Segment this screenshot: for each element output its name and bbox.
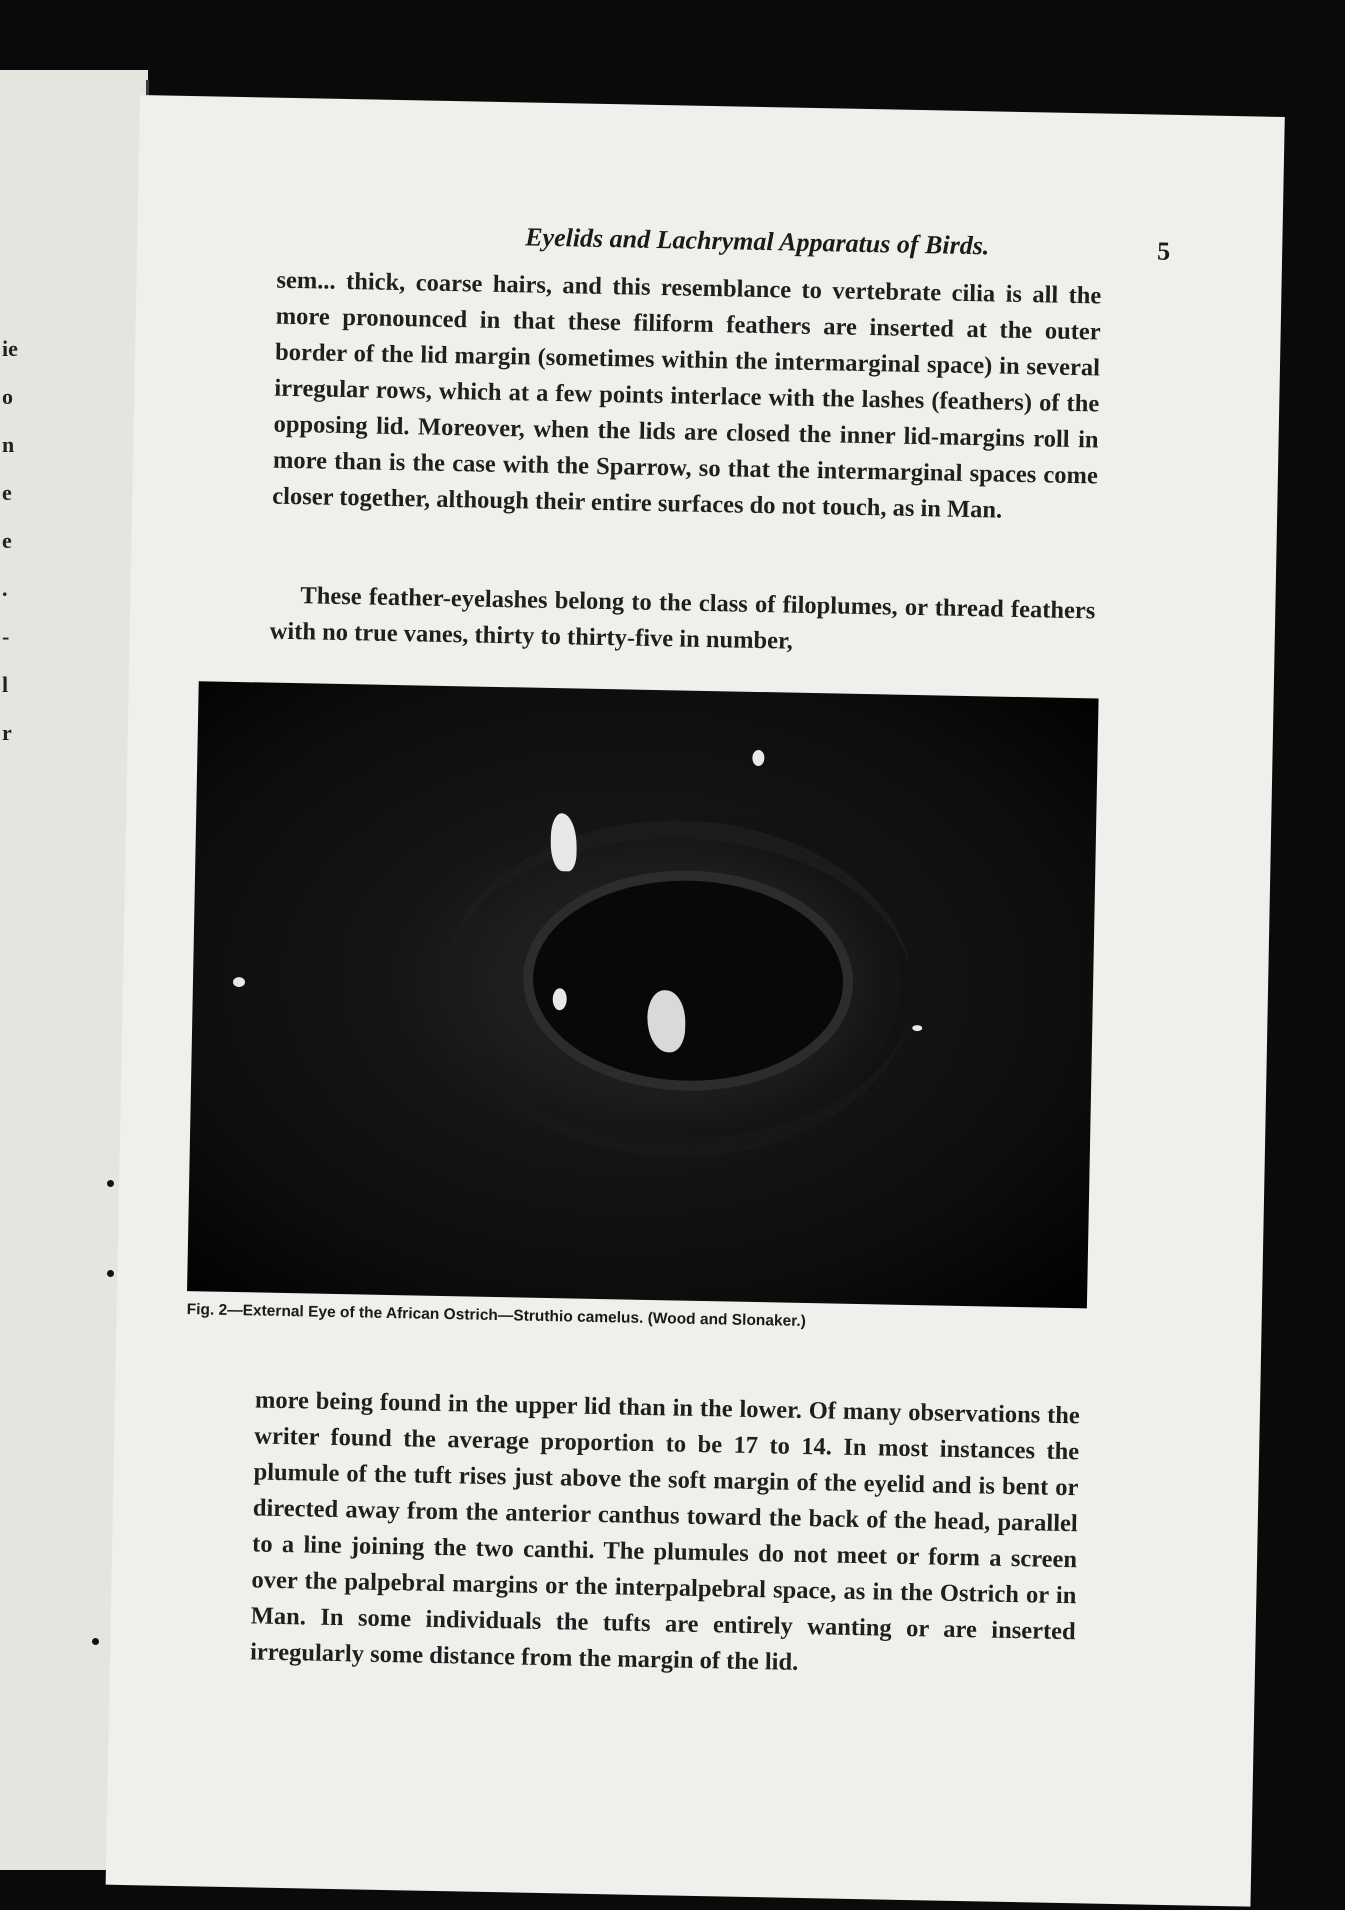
page-number: 5 <box>1156 236 1171 266</box>
photo-speck <box>752 750 764 766</box>
margin-char: . <box>2 576 8 601</box>
paragraph-1: sem... thick, coarse hairs, and this resemblance to vertebrate cilia is all the more pronounced in that these filiform feathers are inserted at the outer border of the lid margin (sometimes within the intermarginal space) in several irregular rows, which at a few points interlace with the lashes (feathers) of the opposing lid. Moreover, when the lids are closed the inner lid-margins roll in more than is the case with the Sparrow, so that the intermarginal spaces come closer together, although their entire surfaces do not touch, as in Man. <box>272 266 1102 524</box>
binding-mark <box>107 1180 114 1187</box>
book-page <box>106 95 1285 1907</box>
running-head: Eyelids and Lachrymal Apparatus of Birds. <box>524 222 990 261</box>
binding-mark <box>92 1638 99 1645</box>
margin-char: ie <box>2 336 18 361</box>
paragraph-2: These feather-eyelashes belong to the class of filoplumes, or thread feathers with no true vanes, thirty to thirty-five in number, <box>269 582 1096 655</box>
ostrich-eye-photograph <box>187 681 1099 1308</box>
margin-char: e <box>2 528 12 553</box>
margin-char: o <box>2 384 13 409</box>
paragraph-3: more being found in the upper lid than in the lower. Of many observations the writer found the average proportion to be 17 to 14. In most instances the plumule of the tuft rises just above the soft margin of the eyelid and is bent or directed away from the anterior canthus toward the back of the head, parallel to a line joining the two canthi. The plumules do not meet or form a screen over the palpebral margins or the interpalpebral space, as in the Ostrich or in Man. In some individuals the tufts are entirely wanting or are inserted irregularly some distance from the margin of the lid. <box>249 1386 1081 1676</box>
facing-page-text-fragments <box>2 325 22 757</box>
photo-speck <box>912 1025 922 1031</box>
binding-mark <box>107 1270 114 1277</box>
margin-char: l <box>2 672 9 697</box>
margin-char: - <box>2 624 10 649</box>
figure-caption: Fig. 2—External Eye of the African Ostrich—Struthio camelus. (Wood and Slonaker.) <box>186 1301 807 1331</box>
margin-char: r <box>2 720 12 745</box>
margin-char: e <box>2 480 12 505</box>
margin-char: n <box>2 432 15 457</box>
photo-speck <box>233 977 245 987</box>
photo-speck <box>550 813 577 871</box>
